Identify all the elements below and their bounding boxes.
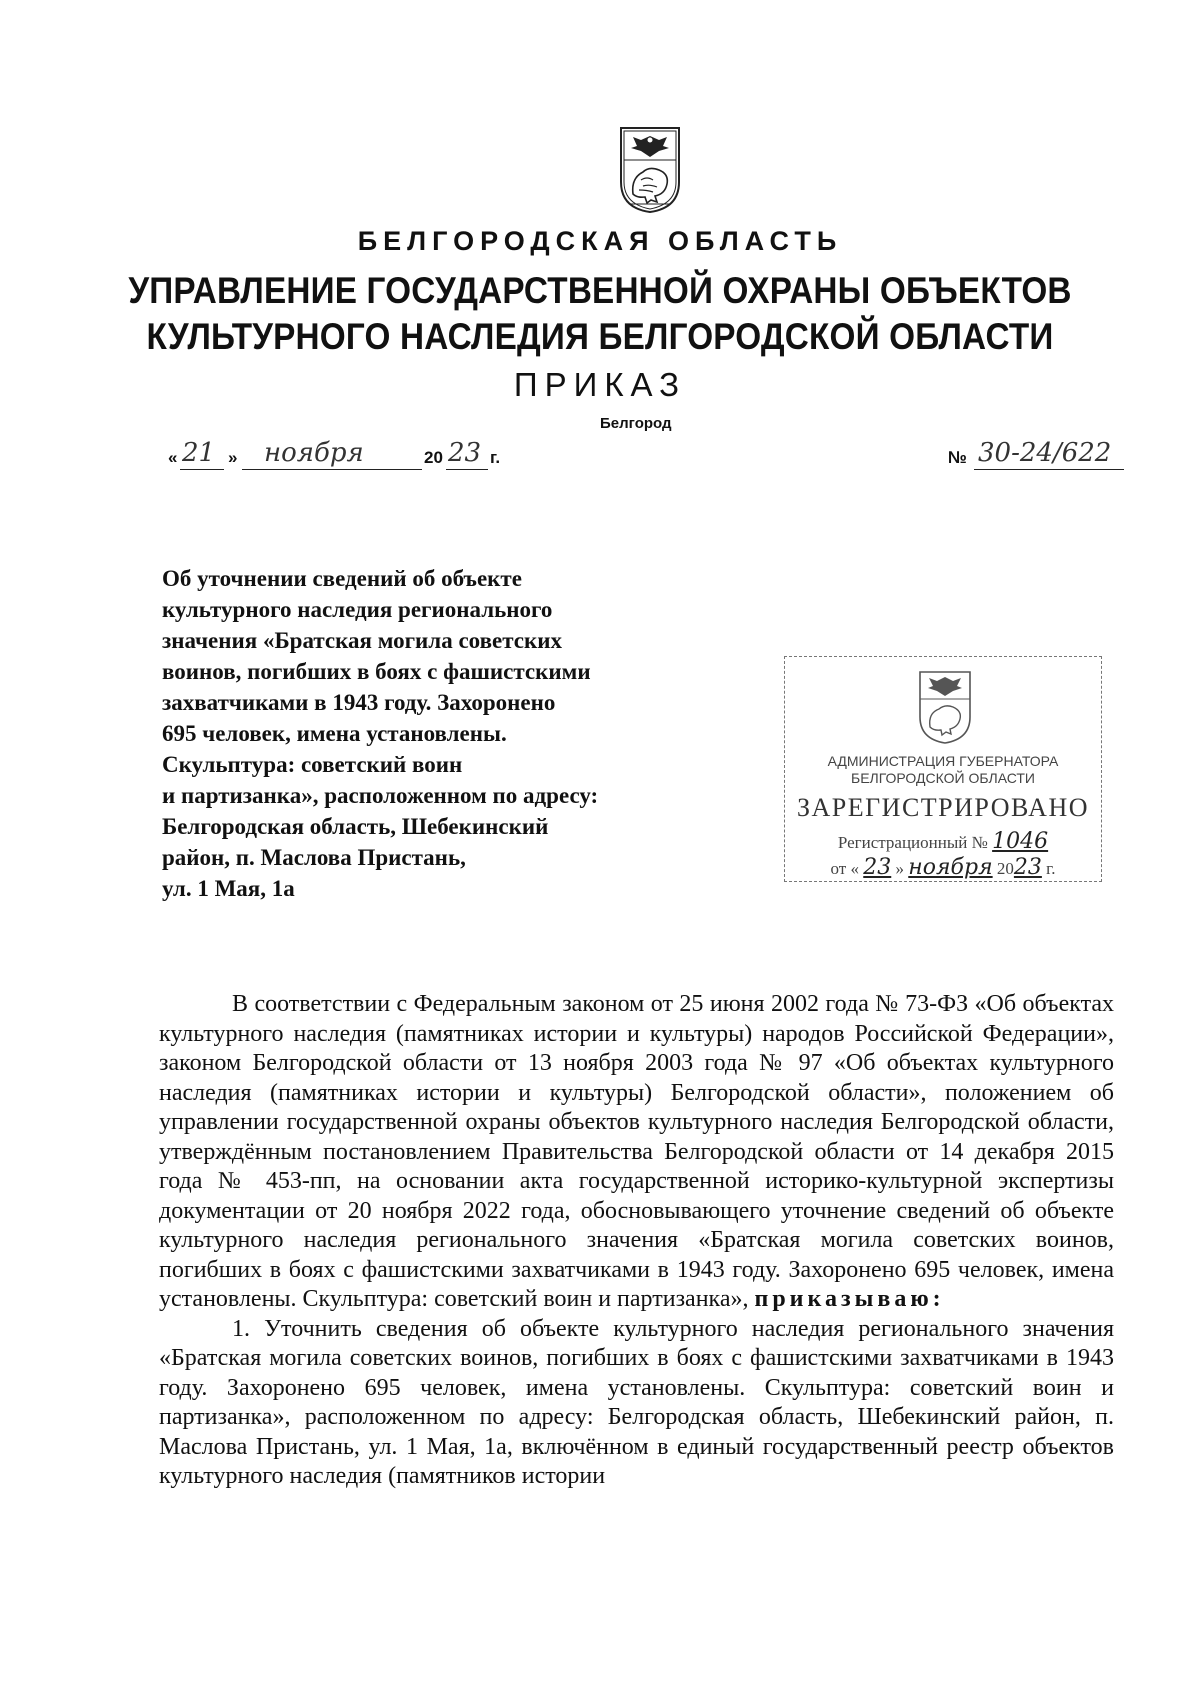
stamp-date-from: от « xyxy=(830,859,859,878)
date-close-quote: » xyxy=(228,448,238,467)
stamp-date-close: » xyxy=(895,859,904,878)
order-number xyxy=(948,440,1128,474)
document-type: ПРИКАЗ xyxy=(513,366,687,403)
title-line: район, п. Маслова Пристань, xyxy=(162,845,466,870)
title-line: культурного наследия регионального xyxy=(162,597,553,622)
date-year-suffix: 23 xyxy=(448,438,482,468)
date-month: ноября xyxy=(264,438,364,468)
order-body xyxy=(159,990,1114,1492)
stamp-date-row xyxy=(785,855,1101,880)
title-line: воинов, погибших в боях с фашистскими xyxy=(162,659,591,684)
number-underline xyxy=(974,469,1124,470)
date-year-prefix: 20 xyxy=(424,448,443,467)
agency-heading xyxy=(60,268,1140,360)
region-heading: БЕЛГОРОДСКАЯ ОБЛАСТЬ xyxy=(357,226,843,256)
stamp-coat-of-arms-icon xyxy=(916,669,974,745)
title-line: Об уточнении сведений об объекте xyxy=(162,566,522,591)
stamp-date-month: ноября xyxy=(908,855,993,880)
body-paragraph-2: 1. Уточнить сведения об объекте культурного наследия регионального значения «Братская могила советских воинов, погибших в боях с фашистскими захватчиками в 1943 году. Захоронено 695 человек, имена установлены. Скульптура: советский воин и партизанка», расположенном по адресу: Белгородская область, Шебекинский район, п. Маслова Пристань, ул. 1 Мая, 1а, включённом в единый государственный реестр объектов культурного наследия (памятников истории xyxy=(159,1315,1114,1489)
stamp-reg-number-row xyxy=(785,829,1101,854)
number-prefix: № xyxy=(948,448,967,467)
agency-line-2: КУЛЬТУРНОГО НАСЛЕДИЯ БЕЛГОРОДСКОЙ ОБЛАСТИ xyxy=(146,316,1054,357)
stamp-reg-number: 1046 xyxy=(992,829,1049,854)
order-title xyxy=(162,563,682,904)
stamp-org-line-1: АДМИНИСТРАЦИЯ ГУБЕРНАТОРА xyxy=(827,753,1059,769)
number-value: 30-24/622 xyxy=(978,438,1112,468)
order-word: приказываю: xyxy=(754,1286,945,1312)
title-line: ул. 1 Мая, 1а xyxy=(162,876,295,901)
date-day: 21 xyxy=(182,438,216,468)
title-line: 695 человек, имена установлены. xyxy=(162,721,507,746)
agency-line-1: УПРАВЛЕНИЕ ГОСУДАРСТВЕННОЙ ОХРАНЫ ОБЪЕКТОВ xyxy=(128,270,1072,311)
stamp-org-line-2: БЕЛГОРОДСКОЙ ОБЛАСТИ xyxy=(851,770,1035,786)
stamp-registered: ЗАРЕГИСТРИРОВАНО xyxy=(797,793,1089,822)
title-line: Скульптура: советский воин xyxy=(162,752,463,777)
stamp-reg-label: Регистрационный № xyxy=(837,833,988,852)
date-open-quote: « xyxy=(168,448,178,467)
title-line: и партизанка», расположенном по адресу: xyxy=(162,783,599,808)
date-day-underline xyxy=(180,469,224,470)
body-paragraph-1 xyxy=(159,990,1114,1315)
date-year-underline xyxy=(446,469,488,470)
stamp-date-day: 23 xyxy=(863,855,892,880)
date-year-mark: г. xyxy=(490,448,501,467)
stamp-date-year-suffix: 23 xyxy=(1013,855,1042,880)
date-month-underline xyxy=(242,469,422,470)
stamp-date-year-prefix: 20 xyxy=(996,859,1014,878)
title-line: значения «Братская могила советских xyxy=(162,628,563,653)
title-line: захватчиками в 1943 году. Захоронено xyxy=(162,690,556,715)
title-line: Белгородская область, Шебекинский xyxy=(162,814,549,839)
stamp-date-year-mark: г. xyxy=(1046,859,1056,878)
coat-of-arms-icon xyxy=(617,124,683,214)
issue-city: Белгород xyxy=(600,415,672,432)
registration-stamp xyxy=(784,656,1102,882)
preamble-text: В соответствии с Федеральным законом от 25 июня 2002 года № 73-ФЗ «Об объектах культурного наследия (памятниках истории и культуры) народов Российской Федерации», законом Белгородской области от 13 ноября 2003 года № 97 «Об объектах культурного наследия (памятниках истории и культуры) Белгородской области», положением об управлении государственной охраны объектов культурного наследия Белгородской области, утверждённым постановлением Правительства Белгородской области от 14 декабря 2015 года № 453-пп, на основании акта государственной историко-культурной экспертизы документации от 20 ноября 2022 года, обосновывающего уточнение сведений об объекте культурного наследия регионального значения «Братская могила советских воинов, погибших в боях с фашистскими захватчиками в 1943 году. Захоронено 695 человек, имена установлены. Скульптура: советский воин и партизанка», xyxy=(159,991,1114,1312)
